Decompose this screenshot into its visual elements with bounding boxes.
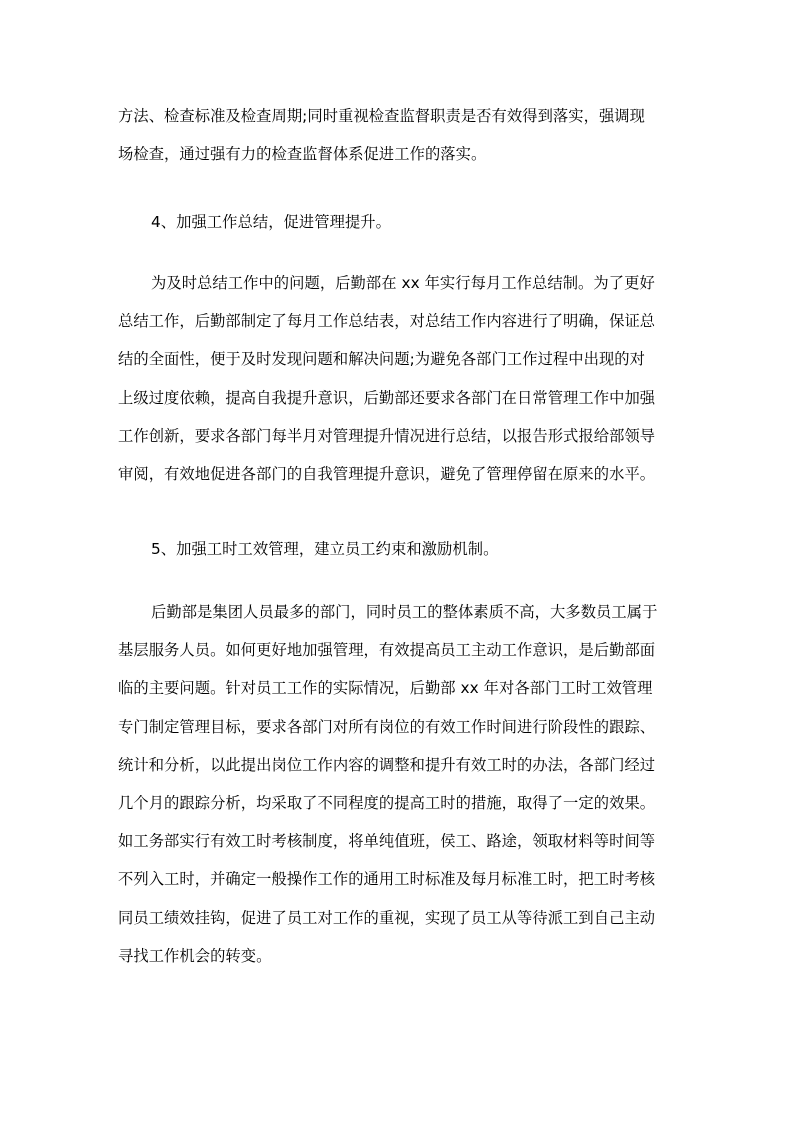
paragraph-line: 场检查，通过强有力的检查监督体系促进工作的落实。 (118, 145, 487, 164)
paragraph-line: 不列入工时，并确定一般操作工作的通用工时标准及每月标准工时，把工时考核 (118, 870, 656, 889)
paragraph-line: 上级过度依赖，提高自我提升意识，后勤部还要求各部门在日常管理工作中加强 (118, 388, 656, 407)
paragraph-line: 统计和分析，以此提出岗位工作内容的调整和提升有效工时的办法，各部门经过 (118, 755, 656, 774)
paragraph-line: 专门制定管理目标，要求各部门对所有岗位的有效工作时间进行阶段性的跟踪、 (118, 717, 656, 736)
paragraph-line: 如工务部实行有效工时考核制度，将单纯值班，侯工、路途，领取材料等时间等 (118, 832, 656, 851)
paragraph-line: 基层服务人员。如何更好地加强管理，有效提高员工主动工作意识，是后勤部面 (118, 641, 656, 660)
paragraph-work-hour-management (118, 593, 678, 975)
heading-text: 5、加强工时工效管理，建立员工约束和激励机制。 (151, 540, 499, 558)
paragraph-line: 总结工作，后勤部制定了每月工作总结表，对总结工作内容进行了明确，保证总 (118, 312, 656, 331)
paragraph-line: 方法、检查标准及检查周期;同时重视检查监督职责是否有效得到落实，强调现 (118, 107, 645, 125)
section-heading-5 (118, 530, 678, 568)
section-heading-4 (118, 203, 678, 241)
paragraph-line: 寻找工作机会的转变。 (118, 946, 272, 965)
paragraph-line: 几个月的跟踪分析，均采取了不同程度的提高工时的措施，取得了一定的效果。 (118, 793, 656, 812)
paragraph-line: 审阅，有效地促进各部门的自我管理提升意识，避免了管理停留在原来的水平。 (118, 464, 656, 483)
heading-text: 4、加强工作总结，促进管理提升。 (151, 213, 391, 231)
paragraph-line: 工作创新，要求各部门每半月对管理提升情况进行总结，以报告形式报给部领导 (118, 426, 656, 445)
paragraph-line: 结的全面性，便于及时发现问题和解决问题;为避免各部门工作过程中出现的对 (118, 350, 645, 369)
paragraph-line: 同员工绩效挂钩，促进了员工对工作的重视，实现了员工从等待派工到自己主动 (118, 908, 656, 927)
paragraph-work-summary (118, 264, 678, 493)
paragraph-line: 为及时总结工作中的问题，后勤部在 xx 年实行每月工作总结制。为了更好 (151, 274, 655, 292)
paragraph-inspection-supervision (118, 97, 678, 173)
paragraph-line: 后勤部是集团人员最多的部门，同时员工的整体素质不高，大多数员工属于 (151, 603, 658, 621)
paragraph-line: 临的主要问题。针对员工工作的实际情况，后勤部 xx 年对各部门工时工效管理 (118, 679, 653, 698)
